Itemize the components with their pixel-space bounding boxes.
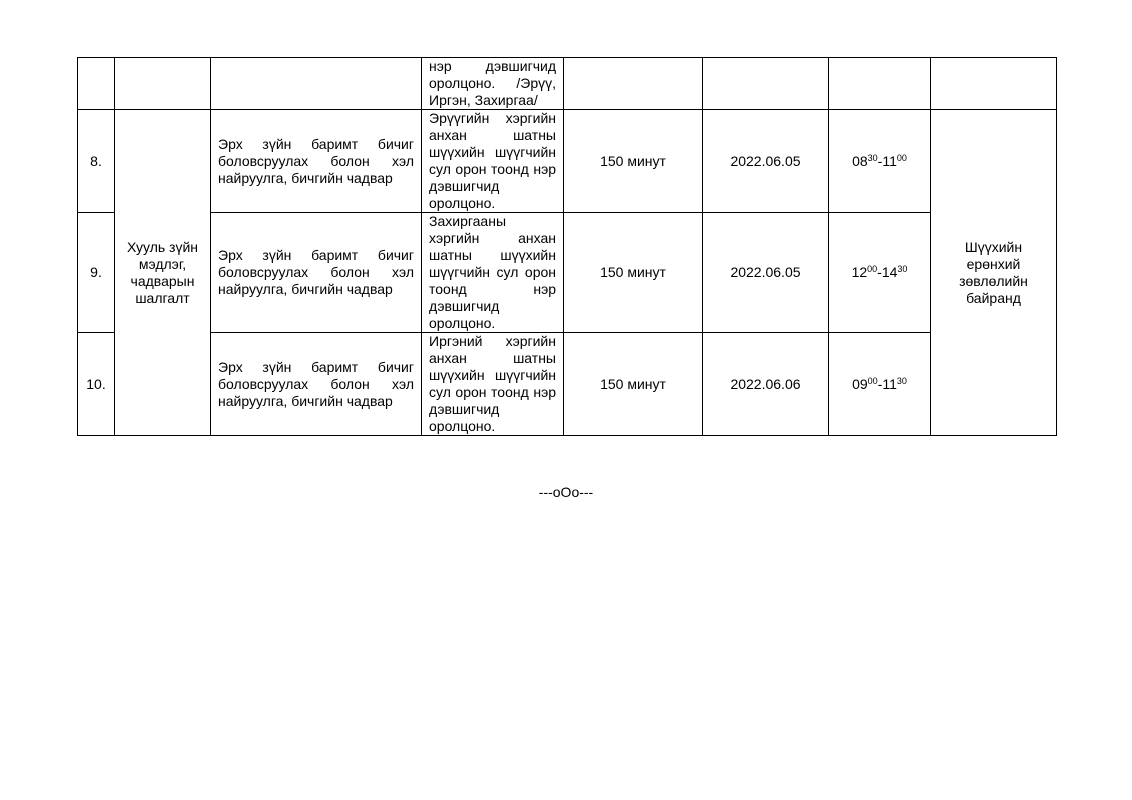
duration-cell: 150 минут bbox=[564, 110, 703, 213]
table-row bbox=[78, 110, 1057, 213]
description-cell: нэр дэвшигчид оролцоно. /Эрүү, Иргэн, Захиргаа/ bbox=[422, 58, 564, 110]
subject-cell bbox=[211, 58, 422, 110]
row-number: 9. bbox=[78, 213, 115, 333]
duration-cell bbox=[564, 58, 703, 110]
time-start-minute: 30 bbox=[867, 152, 878, 163]
date-cell: 2022.06.06 bbox=[703, 333, 829, 436]
document-end-mark: ---oOo--- bbox=[538, 484, 594, 500]
date-cell: 2022.06.05 bbox=[703, 213, 829, 333]
time-cell: $09^{00}-11^{30}$ bbox=[829, 333, 931, 436]
exam-schedule-table bbox=[77, 57, 1057, 436]
location-cell bbox=[931, 58, 1057, 110]
time-start-hour: 12 bbox=[851, 264, 868, 280]
number-cell bbox=[78, 58, 115, 110]
time-end-minute: 00 bbox=[896, 152, 907, 163]
time-start-hour: 08 bbox=[852, 152, 868, 169]
time-end-hour: 11 bbox=[882, 375, 897, 392]
time-end-minute: 30 bbox=[897, 264, 908, 274]
time-start-minute: 00 bbox=[867, 264, 878, 274]
subject-cell: Эрх зүйн баримт бичиг боловсруулах болон хэл найруулга, бичгийн чадвар bbox=[211, 110, 422, 213]
table-row bbox=[78, 333, 1057, 436]
time-start-minute: 00 bbox=[867, 375, 878, 386]
time-start-hour: 09 bbox=[852, 375, 868, 392]
location-cell: Шүүхийн ерөнхий зөвлөлийн байранд bbox=[931, 110, 1057, 436]
time-end-hour: 11 bbox=[882, 152, 897, 169]
time-cell bbox=[829, 58, 931, 110]
duration-cell: 150 минут bbox=[564, 333, 703, 436]
description-cell: Захиргааны хэргийн анхан шатны шүүхийн шүүгчийн сул орон тоонд нэр дэвшигчид оролцоно. bbox=[422, 213, 564, 333]
table-row-continuation bbox=[78, 58, 1057, 110]
subject-cell: Эрх зүйн баримт бичиг боловсруулах болон хэл найруулга, бичгийн чадвар bbox=[211, 333, 422, 436]
date-cell bbox=[703, 58, 829, 110]
date-cell: 2022.06.05 bbox=[703, 110, 829, 213]
table-row bbox=[78, 213, 1057, 333]
row-number: 10. bbox=[78, 333, 115, 436]
category-cell bbox=[115, 58, 211, 110]
time-end-hour: 14 bbox=[881, 264, 898, 280]
time-cell: $08^{30}-11^{00}$ bbox=[829, 110, 931, 213]
time-end-minute: 30 bbox=[896, 375, 907, 386]
time-cell: $12^{00}-14^{30}$ bbox=[829, 213, 931, 333]
row-number: 8. bbox=[78, 110, 115, 213]
duration-cell: 150 минут bbox=[564, 213, 703, 333]
category-cell: Хууль зүйн мэдлэг, чадварын шалгалт bbox=[115, 110, 211, 436]
description-cell: Иргэний хэргийн анхан шатны шүүхийн шүүгчийн сул орон тоонд нэр дэвшигчид оролцоно. bbox=[422, 333, 564, 436]
subject-cell: Эрх зүйн баримт бичиг боловсруулах болон хэл найруулга, бичгийн чадвар bbox=[211, 213, 422, 333]
description-cell: Эрүүгийн хэргийн анхан шатны шүүхийн шүүгчийн сул орон тоонд нэр дэвшигчид оролцоно. bbox=[422, 110, 564, 213]
